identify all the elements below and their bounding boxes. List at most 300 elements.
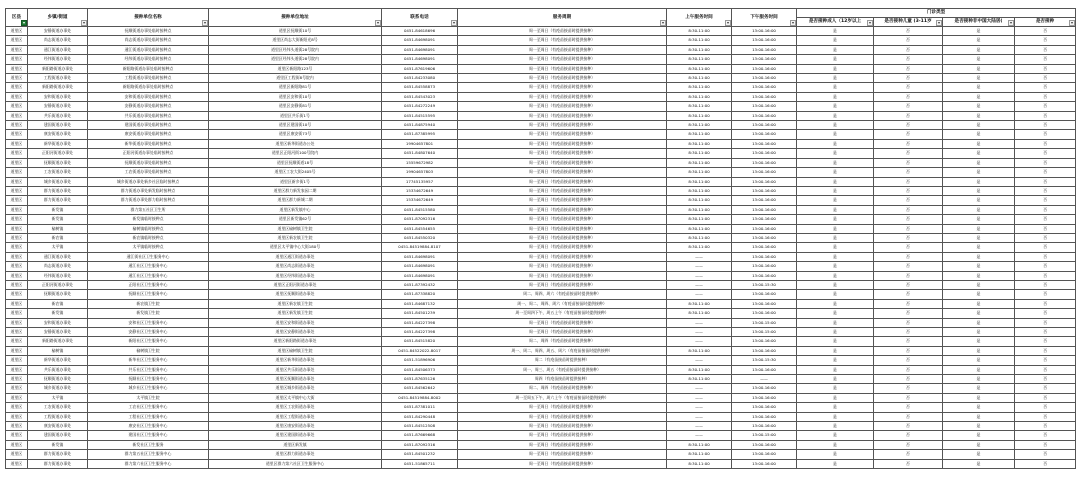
table-cell[interactable]: 否 — [1015, 27, 1076, 36]
table-cell[interactable]: —— — [667, 384, 732, 393]
table-cell[interactable]: 是 — [943, 346, 1015, 355]
table-cell[interactable]: 17745135957 — [382, 177, 458, 186]
table-cell[interactable]: 是 — [943, 224, 1015, 233]
table-cell[interactable]: 0451-84550320 — [382, 233, 458, 242]
table-cell[interactable]: 道里区新农镇卫生院 — [209, 233, 382, 242]
table-cell[interactable]: 否 — [874, 168, 943, 177]
table-cell[interactable]: 群力第六社区卫生服务中心 — [88, 459, 209, 468]
table-cell[interactable]: 周四（有疫苗接苗时提供接种） — [458, 375, 667, 384]
table-cell[interactable]: 共乐社区卫生服务中心 — [88, 365, 209, 374]
table-cell[interactable]: 否 — [1015, 130, 1076, 139]
table-cell[interactable]: 是 — [797, 262, 874, 271]
table-cell[interactable]: 否 — [1015, 74, 1076, 83]
table-cell[interactable]: 8:30-11:00 — [667, 111, 732, 120]
table-cell[interactable]: 否 — [874, 309, 943, 318]
table-cell[interactable]: 8:30-11:00 — [667, 309, 732, 318]
table-cell[interactable]: 共乐街道办事处临时接种点 — [88, 111, 209, 120]
table-cell[interactable]: 周一至周日（有疫苗接苗时提供接种） — [458, 252, 667, 261]
table-cell[interactable]: 道里区新农镇卫生院 — [209, 299, 382, 308]
table-cell[interactable]: 否 — [1015, 271, 1076, 280]
table-cell[interactable]: 0451-84558873 — [382, 83, 458, 92]
table-cell[interactable]: 周一至周日（有疫苗接苗时提供接种） — [458, 92, 667, 101]
table-cell[interactable]: 正阳河街道办事处 — [28, 149, 88, 158]
table-cell[interactable]: 是 — [797, 205, 874, 214]
table-cell[interactable]: 新华街道办事处 — [28, 356, 88, 365]
table-cell[interactable]: 8:30-11:00 — [667, 299, 732, 308]
table-cell[interactable]: 0451-87092316 — [382, 215, 458, 224]
table-cell[interactable]: 康安社区卫生服务中心 — [88, 422, 209, 431]
table-cell[interactable]: 否 — [874, 177, 943, 186]
table-cell[interactable]: 否 — [1015, 384, 1076, 393]
table-cell[interactable]: 0451-84515820 — [382, 337, 458, 346]
table-cell[interactable]: —— — [667, 356, 732, 365]
table-cell[interactable]: 是 — [943, 92, 1015, 101]
table-cell[interactable]: 道里区 — [6, 168, 28, 177]
table-cell[interactable]: 道里区 — [6, 27, 28, 36]
table-cell[interactable]: —— — [667, 422, 732, 431]
table-cell[interactable]: 13:00-16:00 — [732, 139, 797, 148]
table-cell[interactable]: 道里区太平镇中心大街180号 — [209, 243, 382, 252]
table-cell[interactable]: 群力街道办事处 — [28, 450, 88, 459]
table-cell[interactable]: 是 — [797, 111, 874, 120]
table-cell[interactable]: 0451-84698091 — [382, 271, 458, 280]
table-cell[interactable]: 建国街道办事处 — [28, 121, 88, 130]
table-cell[interactable]: —— — [667, 271, 732, 280]
table-cell[interactable]: 周一至周日（有疫苗接苗时提供接种） — [458, 55, 667, 64]
table-cell[interactable]: 否 — [874, 252, 943, 261]
table-cell[interactable]: 是 — [943, 309, 1015, 318]
table-cell[interactable]: 13:00-16:00 — [732, 403, 797, 412]
table-cell[interactable]: 是 — [943, 27, 1015, 36]
table-cell[interactable]: 周一至周日（有疫苗接苗时提供接种） — [458, 450, 667, 459]
table-cell[interactable]: 是 — [797, 365, 874, 374]
table-cell[interactable]: 13:00-16:00 — [732, 412, 797, 421]
table-cell[interactable]: 安和街道办事处临时接种点 — [88, 92, 209, 101]
table-cell[interactable]: 否 — [1015, 149, 1076, 158]
table-cell[interactable]: 否 — [1015, 252, 1076, 261]
table-cell[interactable]: 是 — [943, 328, 1015, 337]
table-cell[interactable]: 榆树镇 — [28, 346, 88, 355]
col-district[interactable]: 区县 ▾ — [6, 9, 28, 27]
table-cell[interactable]: 共乐街道办事处 — [28, 365, 88, 374]
table-cell[interactable]: 太平镇卫生院 — [88, 393, 209, 402]
table-cell[interactable]: 道里区 — [6, 111, 28, 120]
table-cell[interactable]: 道里区 — [6, 92, 28, 101]
table-cell[interactable]: 否 — [1015, 121, 1076, 130]
table-cell[interactable]: 抚顺街道办事处 — [28, 290, 88, 299]
table-cell[interactable]: 群力街道办事处新发临时接种点 — [88, 186, 209, 195]
table-cell[interactable]: 道里区 — [6, 318, 28, 327]
table-cell[interactable]: 是 — [943, 205, 1015, 214]
table-cell[interactable]: 新发社区卫生服务 — [88, 440, 209, 449]
table-cell[interactable]: 周一至周日（有疫苗接苗时提供接种） — [458, 36, 667, 45]
table-cell[interactable]: 道里区工农大街2405号 — [209, 168, 382, 177]
table-cell[interactable]: 是 — [943, 177, 1015, 186]
table-cell[interactable]: 建国街道办事处 — [28, 431, 88, 440]
table-cell[interactable]: 是 — [797, 346, 874, 355]
table-cell[interactable]: 0451-84501239 — [382, 309, 458, 318]
table-cell[interactable]: 经纬街道办事处 — [28, 55, 88, 64]
table-cell[interactable]: 尚志街道办事处 — [28, 262, 88, 271]
table-cell[interactable]: 抚顺社区卫生服务中心 — [88, 375, 209, 384]
table-cell[interactable]: 0451-84519884-8107 — [382, 243, 458, 252]
table-cell[interactable]: 道里区 — [6, 337, 28, 346]
table-cell[interactable]: 否 — [874, 375, 943, 384]
table-cell[interactable]: 13:00-16:00 — [732, 290, 797, 299]
table-cell[interactable]: 否 — [874, 215, 943, 224]
table-cell[interactable]: 13:00-16:00 — [732, 92, 797, 101]
table-cell[interactable]: 是 — [797, 45, 874, 54]
table-cell[interactable]: 是 — [797, 299, 874, 308]
col-adult[interactable]: 是否接种成人（12岁以上 ▾ — [797, 18, 874, 27]
table-cell[interactable]: 是 — [943, 459, 1015, 468]
table-cell[interactable]: 道里区 — [6, 83, 28, 92]
table-cell[interactable]: 13:00-16:00 — [732, 299, 797, 308]
table-cell[interactable]: 是 — [797, 356, 874, 365]
table-cell[interactable]: 否 — [1015, 346, 1076, 355]
table-cell[interactable]: 8:30-11:00 — [667, 55, 732, 64]
table-cell[interactable]: 0451-84875940 — [382, 121, 458, 130]
table-cell[interactable]: 道里区经纬头道街28号院内 — [209, 45, 382, 54]
table-cell[interactable]: 否 — [874, 186, 943, 195]
table-cell[interactable]: 否 — [1015, 356, 1076, 365]
table-cell[interactable]: 建国街道办事处临时接种点 — [88, 121, 209, 130]
table-cell[interactable]: 否 — [1015, 280, 1076, 289]
table-cell[interactable]: 周一至周日（有疫苗接苗时提供接种） — [458, 233, 667, 242]
table-cell[interactable]: 是 — [797, 290, 874, 299]
table-cell[interactable]: 否 — [874, 233, 943, 242]
table-cell[interactable]: 城乡街道办事处 — [28, 177, 88, 186]
table-cell[interactable]: 否 — [874, 121, 943, 130]
table-cell[interactable]: 是 — [797, 431, 874, 440]
table-cell[interactable]: 是 — [797, 384, 874, 393]
table-cell[interactable]: 0451-84698091 — [382, 36, 458, 45]
table-cell[interactable]: 是 — [943, 102, 1015, 111]
table-cell[interactable]: 否 — [874, 102, 943, 111]
table-cell[interactable]: 否 — [1015, 318, 1076, 327]
table-cell[interactable]: 是 — [943, 149, 1015, 158]
table-cell[interactable]: 是 — [797, 393, 874, 402]
table-cell[interactable]: 建国社区卫生服务中心 — [88, 431, 209, 440]
table-cell[interactable]: 否 — [1015, 92, 1076, 101]
table-cell[interactable]: 周一至周日（有疫苗接苗时提供接种） — [458, 412, 667, 421]
table-cell[interactable]: 是 — [797, 27, 874, 36]
table-cell[interactable]: 13:00-16:00 — [732, 158, 797, 167]
table-cell[interactable]: 否 — [1015, 412, 1076, 421]
table-cell[interactable]: 道里区 — [6, 121, 28, 130]
table-cell[interactable]: 道里区群力街道办事处 — [209, 450, 382, 459]
table-cell[interactable]: 周一至周日（有疫苗接苗时提供接种） — [458, 280, 667, 289]
table-cell[interactable]: 道里区 — [6, 356, 28, 365]
table-cell[interactable]: 道里区 — [6, 431, 28, 440]
table-cell[interactable]: 否 — [874, 412, 943, 421]
table-cell[interactable]: 周一至周日（有疫苗接苗时提供接种） — [458, 205, 667, 214]
table-cell[interactable]: 是 — [797, 422, 874, 431]
table-cell[interactable]: 是 — [943, 375, 1015, 384]
table-cell[interactable]: 道里区 — [6, 64, 28, 73]
table-cell[interactable]: 8:30-11:00 — [667, 121, 732, 130]
table-cell[interactable]: 道里区工程街8号院内 — [209, 74, 382, 83]
filter-icon[interactable]: ▾ — [203, 20, 206, 25]
table-cell[interactable]: 13:00-16:00 — [732, 74, 797, 83]
table-cell[interactable]: —— — [667, 403, 732, 412]
table-cell[interactable]: 道里区抚顺街道办事处 — [209, 290, 382, 299]
table-cell[interactable]: 道里区通江街道办事处 — [209, 252, 382, 261]
table-cell[interactable]: 否 — [874, 149, 943, 158]
table-cell[interactable]: 0451-87092316 — [382, 440, 458, 449]
table-cell[interactable]: 周一至周日（有疫苗接苗时提供接种） — [458, 243, 667, 252]
table-cell[interactable]: 否 — [1015, 375, 1076, 384]
table-cell[interactable]: 道里区太平镇中心大街 — [209, 393, 382, 402]
table-cell[interactable]: 否 — [1015, 233, 1076, 242]
table-cell[interactable]: 道里区 — [6, 215, 28, 224]
table-cell[interactable]: 周一至周四下午，周五上午（有疫苗接苗时提供接种） — [458, 309, 667, 318]
table-cell[interactable]: 否 — [1015, 450, 1076, 459]
col-child[interactable]: 是否接种儿童 (3-11岁 ▾ — [874, 18, 943, 27]
table-cell[interactable]: 道里区群力第六社区卫生服务中心 — [209, 459, 382, 468]
table-cell[interactable]: 否 — [874, 111, 943, 120]
table-cell[interactable]: 道里区新华街道办公处 — [209, 139, 382, 148]
table-cell[interactable]: 新华街道办事处临时接种点 — [88, 139, 209, 148]
table-cell[interactable]: 是 — [797, 83, 874, 92]
table-cell[interactable]: 13:00-16:00 — [732, 168, 797, 177]
table-cell[interactable]: 13:00-16:00 — [732, 309, 797, 318]
table-cell[interactable]: 是 — [943, 74, 1015, 83]
table-cell[interactable]: 道里区 — [6, 186, 28, 195]
table-cell[interactable]: 抚顺街道办事处临时接种点 — [88, 27, 209, 36]
table-cell[interactable]: 13:00-16:00 — [732, 130, 797, 139]
filter-icon[interactable]: ▾ — [82, 20, 85, 25]
table-cell[interactable]: 道里区新发镇62号 — [209, 215, 382, 224]
table-cell[interactable]: 榆树镇 — [28, 224, 88, 233]
table-cell[interactable]: 否 — [874, 356, 943, 365]
table-cell[interactable]: 否 — [874, 196, 943, 205]
table-cell[interactable]: 是 — [943, 243, 1015, 252]
table-cell[interactable]: 13:00-16:00 — [732, 346, 797, 355]
table-cell[interactable]: 是 — [943, 403, 1015, 412]
table-cell[interactable]: 城乡街道办事处 — [28, 384, 88, 393]
table-cell[interactable]: 0451-84554655 — [382, 224, 458, 233]
table-cell[interactable]: 13:00-16:00 — [732, 422, 797, 431]
table-cell[interactable]: 0451-84543023 — [382, 92, 458, 101]
table-cell[interactable]: 是 — [943, 111, 1015, 120]
table-cell[interactable]: 否 — [874, 384, 943, 393]
table-cell[interactable]: 新农镇 — [28, 233, 88, 242]
table-cell[interactable]: 道里区 — [6, 365, 28, 374]
filter-icon[interactable]: ▾ — [452, 20, 455, 25]
table-cell[interactable]: 道里区新华街道办事处 — [209, 356, 382, 365]
table-cell[interactable]: 道里区 — [6, 271, 28, 280]
table-cell[interactable]: 13:00-16:00 — [732, 177, 797, 186]
table-cell[interactable]: 是 — [797, 403, 874, 412]
table-cell[interactable]: —— — [667, 328, 732, 337]
table-cell[interactable]: 否 — [874, 346, 943, 355]
table-cell[interactable]: 8:30-11:00 — [667, 64, 732, 73]
table-cell[interactable]: 否 — [874, 365, 943, 374]
table-cell[interactable]: 太平镇 — [28, 393, 88, 402]
table-cell[interactable]: 周一、周二、周四、周五、周六（有疫苗接苗时提供接种） — [458, 346, 667, 355]
table-cell[interactable]: 否 — [874, 224, 943, 233]
table-cell[interactable]: 是 — [943, 36, 1015, 45]
table-cell[interactable]: 周一至周日（有疫苗接苗时提供接种） — [458, 403, 667, 412]
table-cell[interactable]: 13:00-15:30 — [732, 280, 797, 289]
table-cell[interactable]: 13:00-16:00 — [732, 205, 797, 214]
table-cell[interactable]: 否 — [874, 290, 943, 299]
table-cell[interactable]: 否 — [874, 337, 943, 346]
filter-icon[interactable]: ▾ — [937, 20, 940, 25]
table-cell[interactable]: 道里区安静街道办事处 — [209, 328, 382, 337]
table-cell[interactable]: 否 — [1015, 328, 1076, 337]
table-cell[interactable]: 安和街道办事处 — [28, 92, 88, 101]
table-cell[interactable]: 道里区经纬街道办事处 — [209, 271, 382, 280]
table-cell[interactable]: 周一至周日（有疫苗接苗时提供接种） — [458, 74, 667, 83]
table-cell[interactable]: 否 — [1015, 102, 1076, 111]
table-cell[interactable]: 13:00-16:00 — [732, 196, 797, 205]
table-cell[interactable]: 新阳路街道办事处 — [28, 64, 88, 73]
table-cell[interactable]: 否 — [1015, 309, 1076, 318]
table-cell[interactable]: 群力街道办事处 — [28, 196, 88, 205]
table-cell[interactable]: 道里区 — [6, 45, 28, 54]
table-cell[interactable]: 否 — [874, 74, 943, 83]
table-cell[interactable]: 否 — [1015, 422, 1076, 431]
table-cell[interactable]: 道里区新乡街1号 — [209, 177, 382, 186]
table-cell[interactable]: 13:00-16:00 — [732, 64, 797, 73]
table-cell[interactable]: 是 — [943, 384, 1015, 393]
table-cell[interactable]: 通江街道办事处 — [28, 252, 88, 261]
table-cell[interactable]: 城乡街道办事处新乡社区临时接种点 — [88, 177, 209, 186]
table-cell[interactable]: 是 — [797, 328, 874, 337]
table-cell[interactable]: 康安街道办事处临时接种点 — [88, 130, 209, 139]
table-cell[interactable]: 周一至周日（有疫苗接苗时提供接种） — [458, 431, 667, 440]
table-cell[interactable]: 是 — [797, 224, 874, 233]
table-cell[interactable]: 8:30-11:00 — [667, 74, 732, 83]
table-cell[interactable]: 13:00-16:00 — [732, 224, 797, 233]
table-cell[interactable]: 是 — [943, 356, 1015, 365]
table-cell[interactable]: 道里区共乐街1号 — [209, 111, 382, 120]
table-cell[interactable]: 新阳路街道办事处临时接种点 — [88, 83, 209, 92]
table-cell[interactable]: 道里区建国街10号 — [209, 121, 382, 130]
table-cell[interactable]: 新农镇卫生院 — [88, 299, 209, 308]
table-cell[interactable]: 13:00-16:00 — [732, 121, 797, 130]
table-cell[interactable]: 道里区安和街道办事处 — [209, 318, 382, 327]
table-cell[interactable]: 是 — [943, 121, 1015, 130]
table-cell[interactable]: —— — [667, 252, 732, 261]
table-cell[interactable]: 是 — [943, 83, 1015, 92]
table-cell[interactable]: 道里区建国街道办事处 — [209, 431, 382, 440]
table-cell[interactable]: 道里区 — [6, 158, 28, 167]
table-cell[interactable]: 13:00-16:00 — [732, 252, 797, 261]
table-cell[interactable]: 是 — [943, 412, 1015, 421]
table-cell[interactable]: —— — [732, 375, 797, 384]
table-cell[interactable]: 13:00-16:00 — [732, 393, 797, 402]
table-cell[interactable]: 周一至周日（有疫苗接苗时提供接种） — [458, 27, 667, 36]
table-cell[interactable]: 新阳路街道办事处 — [28, 337, 88, 346]
table-cell[interactable]: 是 — [943, 233, 1015, 242]
table-cell[interactable]: 否 — [1015, 365, 1076, 374]
table-cell[interactable]: 抚顺社区卫生服务中心 — [88, 290, 209, 299]
table-cell[interactable]: 道里区康安街73号 — [209, 130, 382, 139]
table-cell[interactable]: 是 — [943, 64, 1015, 73]
table-cell[interactable]: 否 — [874, 318, 943, 327]
table-cell[interactable]: 道里区 — [6, 328, 28, 337]
table-cell[interactable]: 8:30-11:00 — [667, 215, 732, 224]
table-cell[interactable]: 否 — [1015, 459, 1076, 468]
table-cell[interactable]: 新农镇临时接种点 — [88, 233, 209, 242]
table-cell[interactable]: 否 — [874, 422, 943, 431]
table-cell[interactable]: 否 — [1015, 431, 1076, 440]
table-cell[interactable]: 道里区 — [6, 139, 28, 148]
table-cell[interactable]: 是 — [797, 36, 874, 45]
table-cell[interactable]: 0451-84698091 — [382, 45, 458, 54]
table-cell[interactable]: 0451-84227398 — [382, 318, 458, 327]
table-cell[interactable]: 道里区城乡街道办事处 — [209, 384, 382, 393]
table-cell[interactable]: 否 — [874, 403, 943, 412]
filter-icon[interactable]: ▾ — [791, 20, 794, 25]
table-cell[interactable]: 是 — [943, 252, 1015, 261]
table-cell[interactable]: 周一至周日（有疫苗接苗时提供接种） — [458, 64, 667, 73]
table-cell[interactable]: 否 — [874, 130, 943, 139]
table-cell[interactable]: 否 — [874, 262, 943, 271]
table-cell[interactable]: 8:30-11:00 — [667, 346, 732, 355]
table-cell[interactable]: 0451-87385995 — [382, 130, 458, 139]
table-cell[interactable]: 周二（有疫苗接苗时提供接种） — [458, 356, 667, 365]
table-cell[interactable]: 周一至周五下午，周六上午（有疫苗接苗时提供接种） — [458, 393, 667, 402]
table-cell[interactable]: 周一至周日（有疫苗接苗时提供接种） — [458, 196, 667, 205]
table-cell[interactable]: 0451-84290448 — [382, 412, 458, 421]
table-cell[interactable]: 安静街道办事处 — [28, 328, 88, 337]
table-cell[interactable]: 工程街道办事处 — [28, 412, 88, 421]
table-cell[interactable]: 是 — [943, 337, 1015, 346]
table-cell[interactable]: 道里区新发镇卫生院 — [209, 309, 382, 318]
table-cell[interactable]: 周一至周日（有疫苗接苗时提供接种） — [458, 318, 667, 327]
table-cell[interactable]: 道里区 — [6, 309, 28, 318]
table-cell[interactable]: 否 — [1015, 177, 1076, 186]
table-cell[interactable]: 0451-84698091 — [382, 55, 458, 64]
table-cell[interactable]: 道里区 — [6, 36, 28, 45]
table-cell[interactable]: 13:00-16:00 — [732, 233, 797, 242]
table-cell[interactable]: 是 — [943, 318, 1015, 327]
table-cell[interactable]: 0451-84506373 — [382, 365, 458, 374]
table-cell[interactable]: 19904657803 — [382, 168, 458, 177]
table-cell[interactable]: 通江社区卫生服务中心 — [88, 271, 209, 280]
table-cell[interactable]: 新发镇 — [28, 309, 88, 318]
table-cell[interactable]: 13:00-16:00 — [732, 215, 797, 224]
table-cell[interactable]: —— — [667, 393, 732, 402]
table-cell[interactable]: 道里区榆树镇卫生院 — [209, 224, 382, 233]
table-cell[interactable]: 安静街道办事处 — [28, 102, 88, 111]
table-cell[interactable]: 周一至周日（有疫苗接苗时提供接种） — [458, 168, 667, 177]
table-cell[interactable]: 否 — [1015, 243, 1076, 252]
table-cell[interactable]: 道里区 — [6, 393, 28, 402]
table-cell[interactable]: 道里区榆树镇卫生院 — [209, 346, 382, 355]
table-cell[interactable]: 道里区 — [6, 422, 28, 431]
table-cell[interactable]: 是 — [797, 64, 874, 73]
table-cell[interactable]: 工农街道办事处临时接种点 — [88, 168, 209, 177]
table-cell[interactable]: 周一至周日（有疫苗接苗时提供接种） — [458, 224, 667, 233]
table-cell[interactable]: 新发镇 — [28, 205, 88, 214]
table-cell[interactable]: 道里区 — [6, 252, 28, 261]
table-cell[interactable]: 是 — [943, 45, 1015, 54]
col-period[interactable]: 服务周期 ▾ — [458, 9, 667, 27]
table-cell[interactable]: 道里区 — [6, 149, 28, 158]
table-cell[interactable]: 8:30-11:00 — [667, 440, 732, 449]
table-cell[interactable]: 是 — [797, 55, 874, 64]
table-cell[interactable]: 否 — [1015, 168, 1076, 177]
table-cell[interactable]: 13:00-16:00 — [732, 337, 797, 346]
table-cell[interactable]: 是 — [943, 450, 1015, 459]
table-cell[interactable]: 工农社区卫生服务中心 — [88, 403, 209, 412]
table-cell[interactable]: 0451-84515580 — [382, 205, 458, 214]
